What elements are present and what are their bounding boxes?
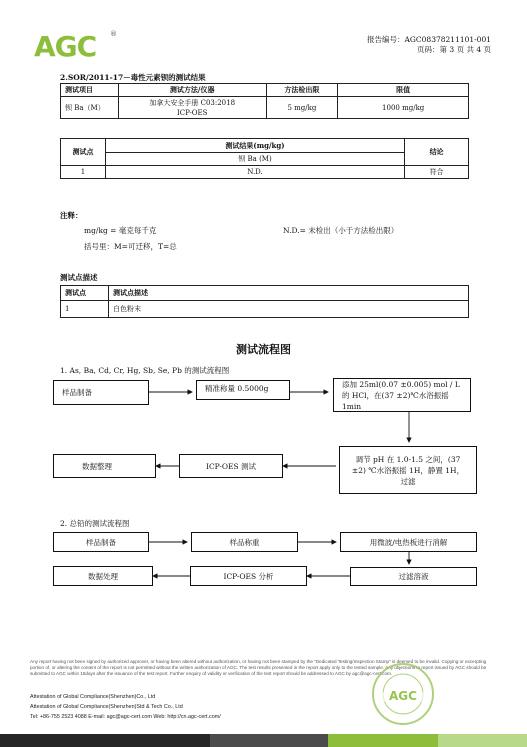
registered-mark: ® [110,30,117,38]
cell-value: N.D. [105,166,404,179]
method-line2: ICP-OES [176,108,208,117]
flow1-add-hcl: 添加 25ml(0.07 ±0.005) mol / L 的 HCl，在(37 ±2)℃水浴振摇 1min [333,378,471,412]
header-result: 测试结果(mg/kg) [105,139,404,153]
flow1-subtitle: 1. As, Ba, Cd, Cr, Hg, Sb, Se, Pb 的测试流程图 [60,366,230,375]
header-test-item: 测试项目 [61,84,119,97]
flow-title: 测试流程图 [236,343,291,356]
bar-segment-lightgreen [438,734,527,747]
footer-disclaimer: Any report having not been signed by authorized approver, or having been altered without authorization, or having not been stamped by the "Dedicated Testing/Inspection Stamp" is deemed to be invalid. Copying or excerpting portion of, or altering the content of the report is not permitted without the written authorization of AGC. The test results presented in the report apply only to the tested sample. Any objections to report issued by AGC should be submitted to AGC within 15days after the issuance of the test report. Further enquiry of validity or verification of the test report should be addressed to AGC by agc@agc-cert.com. [30,659,487,676]
table-row [61,166,469,179]
header-limit: 限值 [338,84,469,97]
cell-desc: 白色粉末 [109,301,469,318]
flow1-sample-prep: 样品制备 [53,380,149,405]
sub-header-ba: 钡 Ba (M) [105,153,404,166]
flow2-filter: 过滤溶液 [350,567,477,586]
cell-conclusion: 符合 [405,166,469,179]
results-table [60,138,469,179]
logo-text: AGC [34,30,97,63]
inspection-stamp-icon [371,662,435,726]
report-number: 报告编号：AGC08378211101-001 [367,35,491,44]
cell-mdl: 5 mg/kg [266,97,338,119]
flow1-weigh: 精准称量 0.5000g [196,380,290,400]
note-nd: N.D.= 未检出（小于方法检出限） [283,226,399,235]
header-desc: 测试点描述 [109,286,469,301]
cell-desc-point: 1 [61,301,109,318]
flow2-icp-analysis: ICP-OES 分析 [190,566,307,586]
header-desc-point: 测试点 [61,286,109,301]
cell-method [118,97,266,119]
point-desc-table [60,285,469,318]
bar-segment-green [328,734,438,747]
flow1-data-sort: 数据整理 [53,454,156,478]
flow2-sample-prep: 样品制备 [53,532,149,552]
cell-item: 钡 Ba（M） [61,97,119,119]
footer-contact: Tel: +86-755 2523 4088 E-mail: agc@agc-cert.com Web: http://cn.agc-cert.com/ [30,714,221,720]
note-brackets: 括号里：M=可迁移，T=总 [84,242,177,251]
footer-company2: Attestation of Global Compliance(Shenzhen)Std & Tech Co., Ltd [30,704,183,710]
table-row [61,301,469,318]
bar-segment-dark [0,734,210,747]
bar-segment-gray [210,734,328,747]
section-title: 2.SOR/2011-17－毒性元素钡的测试结果 [60,73,206,82]
flow2-subtitle: 2. 总铅的测试流程图 [60,519,130,528]
cell-point: 1 [61,166,106,179]
point-desc-title: 测试点描述 [60,273,98,282]
header-mdl: 方法检出限 [266,84,338,97]
page-info: 页码：第 3 页 共 4 页 [417,45,491,54]
flow2-weigh: 样品称重 [191,532,298,552]
flow2-digest: 用微波/电热板进行消解 [340,532,477,552]
header-point: 测试点 [61,139,106,166]
footer-company1: Attestation of Global Compliance(Shenzhen)Co., Ltd [30,694,156,700]
note-mgkg: mg/kg = 毫克每千克 [84,226,157,235]
notes-title: 注释： [60,211,83,220]
method-line1: 加拿大安全手册 C03:2018 [149,98,236,107]
test-result-table [60,83,469,119]
agc-logo [34,30,124,64]
flow1-icp-test: ICP-OES 测试 [179,454,283,478]
header-test-method: 测试方法/仪器 [118,84,266,97]
footer-color-bar [0,734,527,747]
stamp-text: AGC [389,689,417,703]
cell-limit: 1000 mg/kg [338,97,469,119]
flow1-adjust-ph: 调节 pH 在 1.0-1.5 之间，(37 ±2) ℃水浴振摇 1H，静置 1H，过滤 [339,446,477,494]
header-conclusion: 结论 [405,139,469,166]
flow2-data-process: 数据处理 [53,566,153,586]
